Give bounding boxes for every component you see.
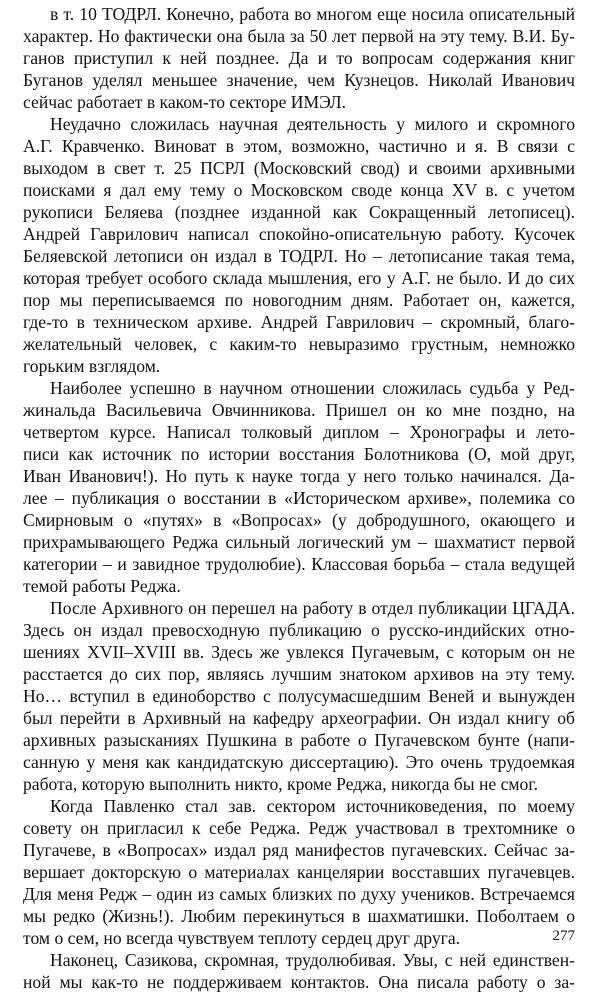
text-line: ной мы как-то не поддерживаем контактов. Она писала работу о за- (23, 972, 575, 992)
text-line: Пугачеве, в «Вопросах» издал ряд манифестов пугачевских. Сейчас за- (23, 840, 575, 860)
text-line: был перейти в Архивный на кафедру археографии. Он издал книгу об (23, 708, 575, 728)
page-number: 277 (552, 928, 575, 944)
text-line: Беляевской летописи он издал в ТОДРЛ. Но – летописание такая тема, (23, 246, 575, 266)
text-line: Наиболее успешно в научном отношении сложилась судьба у Ред- (50, 378, 575, 398)
text-line: Когда Павленко стал зав. сектором источниковедения, по моему (50, 796, 575, 816)
text-line: вершает докторскую о материалах канцелярии восставших пугачевцев. (23, 862, 575, 882)
text-line: том о сем, но всегда чувствуем теплоту сердец друг друга. (23, 928, 461, 948)
text-line: лее – публикация о восстании в «Историческом архиве», полемика со (23, 488, 575, 508)
text-line: горьким взглядом. (23, 356, 161, 376)
text-line: Но… вступил в единоборство с полусумасшедшим Веней и вынужден (23, 686, 575, 706)
text-line: Неудачно сложилась научная деятельность у милого и скромного (50, 114, 575, 134)
text-line: Для меня Редж – один из самых близких по духу учеников. Встречаемся (23, 884, 575, 904)
text-line: Смирновым о «путях» в «Вопросах» (у добродушного, окающего и (23, 510, 575, 530)
text-line: писи как источник по истории восстания Болотникова (О, мой друг, (23, 444, 575, 464)
text-line: Наконец, Сазикова, скромная, трудолюбивая. Увы, с ней единствен- (50, 950, 575, 970)
text-line: темой работы Реджа. (23, 576, 181, 596)
text-line: А.Г. Кравченко. Виноват в этом, возможно, частично и я. В связи с (23, 136, 575, 156)
text-line: Буганов уделял меньшее значение, чем Кузнецов. Николай Иванович (23, 70, 575, 90)
text-line: расстается до сих пор, являясь лучшим знатоком архивов на эту тему. (23, 664, 575, 684)
text-line: Андрей Гаврилович написал спокойно-описательную работу. Кусочек (23, 224, 575, 244)
text-line: рукописи Беляева (позднее изданной как Сокращенный летописец). (23, 202, 575, 222)
text-line: четвертом курсе. Написал толковый диплом – Хронографы и лето- (23, 422, 575, 442)
text-line: поисками я дал ему тему о Московском своде конца XV в. с учетом (23, 180, 575, 200)
text-line: Здесь он издал превосходную публикацию о русско-индийских отно- (23, 620, 575, 640)
text-line: характер. Но фактически она была за 50 лет первой на эту тему. В.И. Бу- (23, 26, 575, 46)
text-line: жинальда Васильевича Овчинникова. Пришел он ко мне поздно, на (23, 400, 575, 420)
text-line: в т. 10 ТОДРЛ. Конечно, работа во многом еще носила описательный (50, 4, 575, 24)
text-line: пор мы переписываемся по новогодним дням. Работает он, кажется, (23, 290, 575, 310)
text-line: мы редко (Жизнь!). Любим перекинуться в шахматишки. Поболтаем о (23, 906, 575, 926)
text-line: совету он пригласил к себе Реджа. Редж участвовал в трехтомнике о (23, 818, 575, 838)
text-line: ганов приступил к ней позднее. Да и то вопросам содержания книг (23, 48, 575, 68)
text-line: прихрамывающего Реджа сильный логический ум – шахматист первой (23, 532, 575, 552)
text-line: шениях XVII–XVIII вв. Здесь же увлекся Пугачевым, с которым он не (23, 642, 575, 662)
text-line: Иван Иванович!). Но путь к науке тогда у него только начинался. Да- (23, 466, 575, 486)
text-line: сейчас работает в каком-то секторе ИМЭЛ. (23, 92, 346, 112)
text-line: выходом в свет т. 25 ПСРЛ (Московский свод) и своими архивными (23, 158, 575, 178)
text-line: где-то в техническом архиве. Андрей Гаврилович – скромный, благо- (23, 312, 575, 332)
text-line: желательный человек, с каким-то невыразимо грустным, немножко (23, 334, 575, 354)
text-line: архивных разысканиях Пушкина в работе о Пугачевском бунте (напи- (23, 730, 575, 750)
text-line: категории – и завидное трудолюбие). Классовая борьба – стала ведущей (23, 554, 575, 574)
text-line: которая требует особого склада мышления, его у А.Г. не было. И до сих (23, 268, 575, 288)
text-line: работа, которую выполнить никто, кроме Реджа, никогда бы не смог. (23, 774, 538, 794)
text-line: санную у меня как кандидатскую диссертацию). Это очень трудоемкая (23, 752, 575, 772)
text-line: После Архивного он перешел на работу в отдел публикации ЦГАДА. (50, 598, 575, 618)
